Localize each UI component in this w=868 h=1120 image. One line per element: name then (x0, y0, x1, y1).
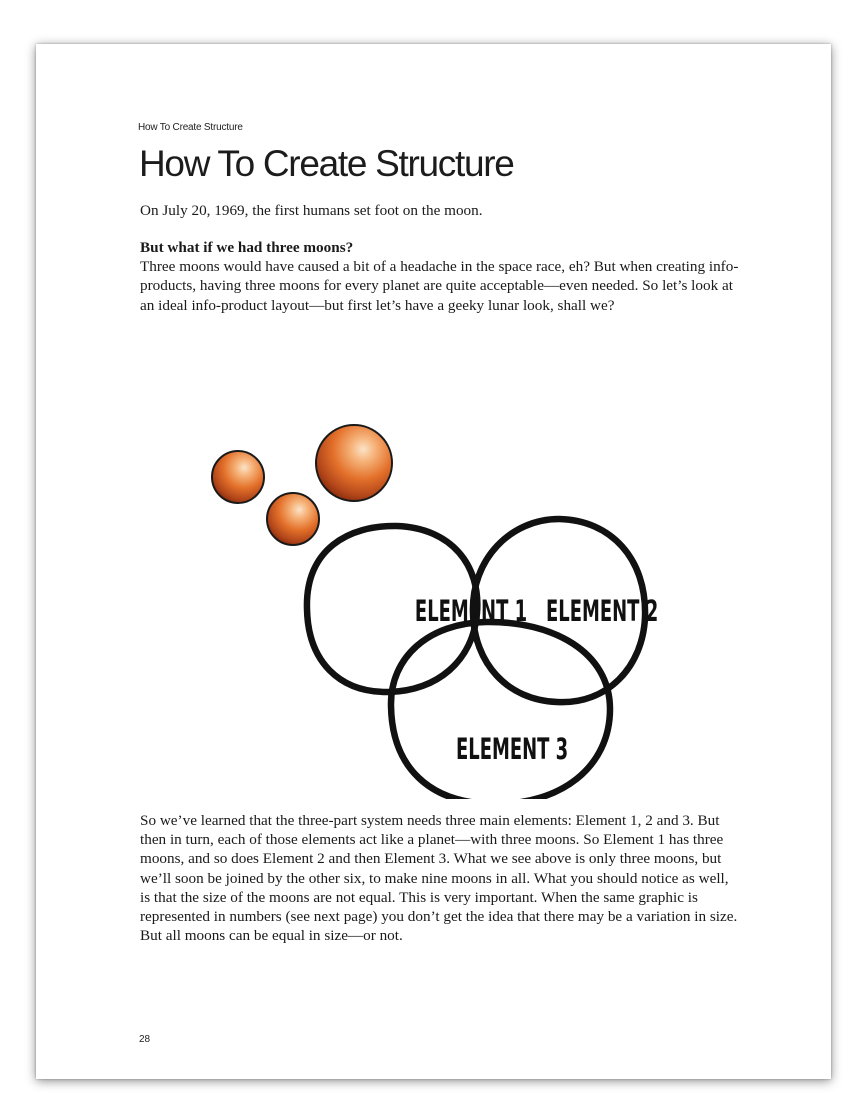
document-page (36, 44, 831, 1079)
moon-large (316, 425, 392, 501)
page-title: How To Create Structure (139, 143, 514, 184)
page-number: 28 (139, 1034, 151, 1045)
element-1-label: ELEMENT 1 (414, 594, 528, 629)
closing-paragraph: So we’ve learned that the three-part system needs three main elements: Element 1, 2 and 3. But then in turn, each of those elements act like a planet—with three moons. So Element 1 has three moons, and so does Element 2 and then Element 3. What we see above is only three moons, but we’ll soon be joined by the other six, to make nine moons in all. What you should notice as well, is that the size of the moons are not equal. This is very important. When the same graphic is represented in numbers (see next page) you don’t get the idea that there may be a variation in size. But all moons can be equal in size—or not. (140, 812, 738, 945)
moon-small-middle (267, 493, 319, 545)
intro-paragraph: On July 20, 1969, the first humans set foot on the moon. (140, 202, 483, 219)
question-paragraph: Three moons would have caused a bit of a headache in the space race, eh? But when creating info-products, having three moons for every planet are quite acceptable—even needed. So let’s look at an ideal info-product layout—but first let’s have a geeky lunar look, shall we? (140, 258, 739, 314)
element-3-circle (391, 622, 610, 799)
question-heading: But what if we had three moons? (140, 239, 354, 256)
element-2-label: ELEMENT 2 (546, 594, 659, 629)
moon-small-left (212, 451, 264, 503)
three-moons-venn-figure (161, 369, 661, 799)
running-head: How To Create Structure (138, 122, 243, 133)
question-block (140, 238, 740, 315)
element-3-label: ELEMENT 3 (456, 732, 569, 767)
